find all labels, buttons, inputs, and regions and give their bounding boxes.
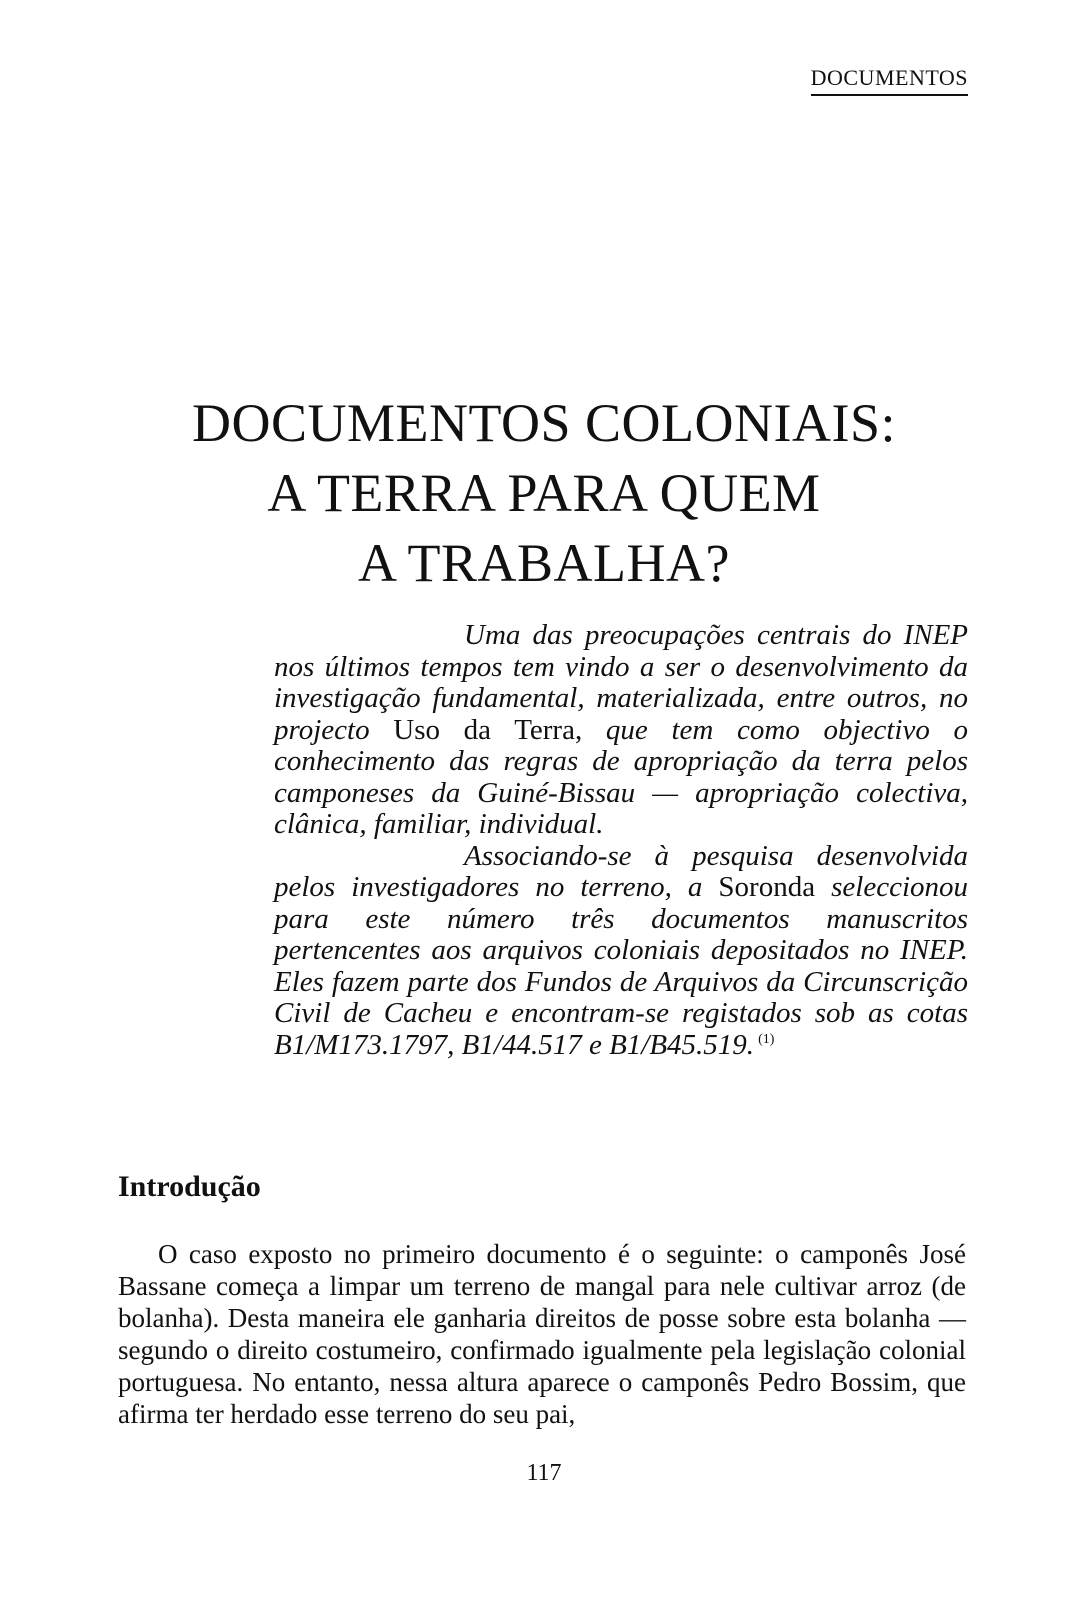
title-line-1: DOCUMENTOS COLONIAIS: bbox=[191, 393, 897, 453]
abstract-p2-text-b: seleccionou para este número três documentos manuscritos pertencentes aos arquivos coloniais depositados no INEP. Eles fazem parte dos Fundos de Arquivos da Circunscrição Civil de Cacheu e encontram-se registados sob as cotas B1/M173.1797, B1/44.517 e B1/B45.519. bbox=[274, 871, 968, 1061]
abstract-paragraph-2 bbox=[274, 841, 968, 1062]
body-text bbox=[118, 1238, 966, 1430]
section-heading-introducao: Introdução bbox=[118, 1170, 261, 1203]
body-paragraph: O caso exposto no primeiro documento é o seguinte: o camponês José Bassane começa a limpar um terreno de mangal para nele cultivar arroz (de bolanha). Desta maneira ele ganharia direitos de posse sobre esta bolanha — segundo o direito costumeiro, confirmado igualmente pela legislação colonial portuguesa. No entanto, nessa altura aparece o camponês Pedro Bossim, que afirma ter herdado esse terreno do seu pai, bbox=[118, 1239, 966, 1429]
project-name: Uso da Terra, bbox=[393, 713, 583, 746]
page-title bbox=[0, 388, 1088, 598]
running-head: DOCUMENTOS bbox=[811, 64, 968, 96]
abstract-p2-text-a: Associando-se à pesquisa desenvolvida pelos investigadores no terreno, a bbox=[274, 839, 968, 903]
footnote-reference: (1) bbox=[758, 1031, 775, 1047]
abstract-p1-text-b: que tem como objectivo o conhecimento das regras de apropriação da terra pelos camponeses da Guiné-Bissau — apropriação colectiva, clânica, familiar, individual. bbox=[274, 713, 968, 840]
title-line-2: A TERRA PARA QUEM bbox=[267, 463, 821, 523]
abstract-paragraph-1 bbox=[274, 620, 968, 841]
abstract-p1-text-a: Uma das preocupações centrais do INEP nos últimos tempos tem vindo a ser o desenvolvimento da investigação fundamental, materializada, entre outros, no projecto bbox=[274, 619, 968, 746]
abstract bbox=[274, 620, 968, 1061]
title-line-3: A TRABALHA? bbox=[357, 533, 730, 593]
page-number: 117 bbox=[526, 1460, 562, 1486]
journal-name: Soronda bbox=[718, 871, 816, 903]
